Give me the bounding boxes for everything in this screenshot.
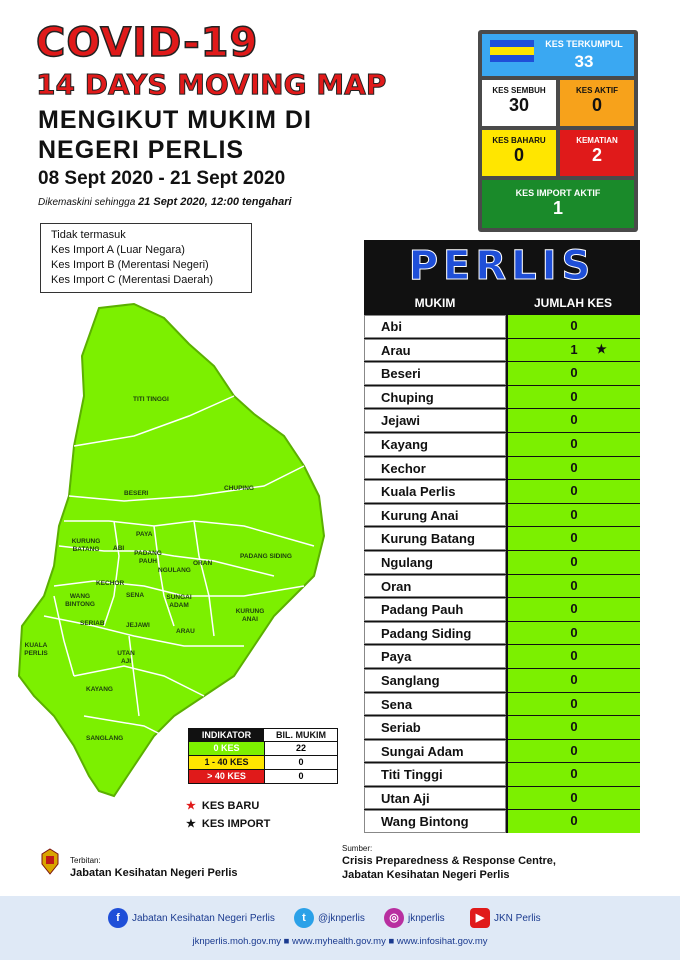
mukim-name: Beseri [364, 362, 506, 385]
red-star-icon: ★ [186, 800, 196, 812]
facebook-link[interactable] [108, 908, 275, 928]
map-label-kayang: KAYANG [86, 686, 113, 693]
mukim-name: Kechor [364, 457, 506, 480]
footer-bar [0, 896, 680, 960]
case-count-cell [506, 787, 640, 810]
indicator-header [188, 728, 338, 742]
mukim-name: Arau [364, 339, 506, 362]
stat-value: 1 [552, 198, 563, 218]
indicator-label: 1 - 40 KES [189, 756, 265, 769]
stat-kes-import-aktif [482, 180, 634, 228]
case-count-cell [506, 810, 640, 833]
table-row [364, 762, 640, 786]
table-row [364, 456, 640, 480]
indicator-col2: BIL. MUKIM [265, 729, 337, 741]
case-count-cell [506, 669, 640, 692]
mukim-name: Utan Aji [364, 787, 506, 810]
mukim-name: Wang Bintong [364, 810, 506, 833]
map-label-paya: PAYA [136, 531, 153, 538]
youtube-link[interactable] [470, 908, 541, 928]
case-count: 0 [570, 388, 578, 404]
mukim-name: Kurung Batang [364, 527, 506, 550]
youtube-label: JKN Perlis [494, 912, 541, 924]
case-count-cell [506, 315, 640, 338]
stat-label: KES BAHARU [492, 136, 546, 145]
case-count: 0 [570, 695, 578, 711]
indicator-row [188, 770, 338, 784]
case-count: 0 [570, 671, 578, 687]
map-label-kurung-anai: KURUNG ANAI [235, 608, 265, 623]
exclusion-note [40, 223, 252, 293]
table-row [364, 621, 640, 645]
stat-value: 0 [591, 95, 602, 115]
table-row [364, 715, 640, 739]
mukim-name: Kayang [364, 433, 506, 456]
indicator-count: 22 [295, 743, 306, 753]
source-line1: Crisis Preparedness & Response Centre, [342, 855, 556, 867]
case-count: 0 [570, 318, 578, 333]
youtube-icon: ▶ [470, 908, 490, 928]
perlis-header [364, 240, 640, 292]
map-label-sungai-adam: SUNGAI ADAM [166, 594, 192, 609]
table-row [364, 809, 640, 833]
case-count-cell [506, 622, 640, 645]
case-count-cell [506, 527, 640, 550]
map-label-sena: SENA [126, 592, 145, 599]
date-range: 08 Sept 2020 - 21 Sept 2020 [38, 168, 286, 189]
case-count: 0 [570, 459, 578, 475]
state-outline [19, 304, 324, 796]
mukim-name: Sena [364, 693, 506, 716]
case-count: 0 [570, 719, 578, 735]
table-row [364, 432, 640, 456]
table-row [364, 739, 640, 763]
legend-kes-baru [186, 799, 259, 812]
instagram-link[interactable] [384, 908, 445, 928]
indicator-label: > 40 KES [189, 770, 265, 783]
coat-of-arms-icon [38, 848, 62, 876]
stat-label: KES SEMBUH [492, 86, 546, 95]
map-label-seriab: SERIAB [80, 620, 105, 627]
publisher-label: Terbitan: [70, 856, 101, 865]
table-row [364, 503, 640, 527]
stat-kes-baharu [482, 130, 556, 176]
updated-value: 21 Sept 2020, 12:00 tengahari [138, 196, 292, 208]
note-line: Kes Import C (Merentasi Daerah) [51, 274, 213, 286]
case-count-cell [506, 575, 640, 598]
map-label-wang-bintong: WANG BINTONG [65, 593, 95, 608]
instagram-label: jknperlis [408, 912, 445, 924]
websites[interactable]: jknperlis.moh.gov.my ■ www.myhealth.gov.my ■ www.infosihat.gov.my [192, 936, 488, 947]
map-label-kuala-perlis: KUALA PERLIS [24, 642, 48, 657]
mukim-name: Paya [364, 645, 506, 668]
case-count-cell [506, 480, 640, 503]
case-count: 1 [570, 341, 578, 357]
mukim-name: Chuping [364, 386, 506, 409]
table-row [364, 786, 640, 810]
mukim-name: Padang Siding [364, 622, 506, 645]
mukim-name: Kuala Perlis [364, 480, 506, 503]
case-count-cell [506, 409, 640, 432]
map-label-sanglang: SANGLANG [86, 735, 124, 742]
title-mukim: MENGIKUT MUKIM DI [38, 106, 312, 134]
case-count: 0 [570, 789, 578, 805]
case-count: 0 [570, 813, 578, 829]
col-jumlah-kes: JUMLAH KES [533, 296, 612, 310]
perlis-title: PERLIS [408, 243, 596, 289]
mukim-name: Titi Tinggi [364, 763, 506, 786]
map-label-kechor: KECHOR [96, 580, 125, 587]
note-line: Tidak termasuk [51, 229, 126, 241]
note-line: Kes Import B (Merentasi Negeri) [51, 259, 209, 271]
case-count-cell [506, 693, 640, 716]
updated-prefix: Dikemaskini sehingga [38, 197, 136, 208]
map-label-arau: ARAU [176, 628, 195, 635]
table-row [364, 574, 640, 598]
source-line2: Jabatan Kesihatan Negeri Perlis [342, 869, 510, 881]
legend-label: KES BARU [201, 800, 260, 812]
title-negeri: NEGERI PERLIS [38, 136, 245, 164]
indicator-col1: INDIKATOR [189, 729, 265, 741]
case-count-cell [506, 386, 640, 409]
legend-kes-import [186, 817, 270, 830]
case-count-cell [506, 645, 640, 668]
stat-value: 2 [591, 145, 602, 165]
map-label-utan-aji: UTAN AJI [117, 650, 135, 665]
stat-label: KES TERKUMPUL [545, 39, 623, 49]
stat-label: KES AKTIF [576, 86, 618, 95]
case-count-cell [506, 433, 640, 456]
table-row [364, 479, 640, 503]
mukim-name: Seriab [364, 716, 506, 739]
map-label-kurung-batang: KURUNG BATANG [71, 538, 101, 553]
black-star-icon: ★ [186, 818, 196, 830]
facebook-icon: f [108, 908, 128, 928]
stat-value: 30 [508, 95, 530, 115]
case-count: 0 [570, 483, 578, 499]
indicator-label: 0 KES [189, 742, 265, 755]
map-label-padang-pauh: PADANG PAUH [134, 550, 162, 565]
title-moving-map: 14 DAYS MOVING MAP [36, 68, 387, 101]
stat-label: KES IMPORT AKTIF [515, 188, 601, 198]
case-count-cell [506, 716, 640, 739]
map-label-jejawi: JEJAWI [126, 622, 150, 629]
flag-icon [490, 40, 534, 62]
table-row [364, 692, 640, 716]
twitter-label: @jknperlis [318, 912, 365, 924]
stats-panel [478, 30, 638, 232]
case-count: 0 [570, 648, 578, 664]
stat-kes-aktif [560, 80, 634, 126]
case-count: 0 [570, 435, 578, 451]
source-label: Sumber: [342, 844, 373, 853]
case-count-cell [506, 763, 640, 786]
twitter-icon: t [294, 908, 314, 928]
table-row [364, 385, 640, 409]
indicator-count: 0 [298, 757, 304, 767]
table-row [364, 644, 640, 668]
mukim-name: Sungai Adam [364, 740, 506, 763]
case-count: 0 [570, 506, 578, 522]
table-row [364, 338, 640, 362]
mukim-name: Jejawi [364, 409, 506, 432]
case-count: 0 [570, 624, 578, 640]
case-count: 0 [570, 530, 578, 546]
mukim-name: Padang Pauh [364, 598, 506, 621]
map-label-oran: ORAN [193, 560, 213, 567]
indicator-count: 0 [298, 771, 304, 781]
table-row [364, 597, 640, 621]
case-count-cell [506, 504, 640, 527]
case-count-cell [506, 362, 640, 385]
stat-kes-sembuh [482, 80, 556, 126]
stat-label: KEMATIAN [576, 136, 618, 145]
instagram-icon: ◎ [384, 908, 404, 928]
col-mukim: MUKIM [414, 296, 456, 310]
case-count: 0 [570, 766, 578, 782]
case-count: 0 [570, 412, 578, 428]
publisher-name: Jabatan Kesihatan Negeri Perlis [70, 867, 238, 879]
case-count: 0 [570, 742, 578, 758]
case-count-cell [506, 598, 640, 621]
case-count: 0 [570, 601, 578, 617]
table-row [364, 408, 640, 432]
case-count: 0 [570, 365, 578, 381]
map-label-ngulang: NGULANG [158, 567, 191, 574]
case-count: 0 [570, 577, 578, 593]
case-count-cell [506, 740, 640, 763]
title-covid: COVID-19 [36, 20, 259, 66]
facebook-label: Jabatan Kesihatan Negeri Perlis [132, 912, 275, 924]
twitter-link[interactable] [294, 908, 365, 928]
case-count: 0 [570, 553, 578, 569]
table-header [364, 292, 640, 314]
map-label-padang-siding: PADANG SIDING [240, 553, 292, 560]
table-row [364, 526, 640, 550]
mukim-name: Abi [364, 315, 506, 338]
map-label-abi: ABI [113, 545, 125, 552]
table-row [364, 314, 640, 338]
note-line: Kes Import A (Luar Negara) [51, 244, 185, 256]
case-count-cell [506, 551, 640, 574]
indicator-table [188, 728, 338, 784]
map-label-beseri: BESERI [124, 490, 149, 497]
legend-label: KES IMPORT [201, 818, 271, 830]
map-label-titi-tinggi: TITI TINGGI [133, 396, 169, 403]
mukim-name: Kurung Anai [364, 504, 506, 527]
mukim-name: Sanglang [364, 669, 506, 692]
stat-value: 33 [574, 52, 594, 71]
updated-note [38, 196, 292, 208]
indicator-row [188, 756, 338, 770]
stat-kematian [560, 130, 634, 176]
mukim-table [364, 292, 640, 833]
table-row [364, 668, 640, 692]
case-count-cell [506, 339, 640, 362]
table-row [364, 361, 640, 385]
table-row [364, 550, 640, 574]
indicator-row [188, 742, 338, 756]
stat-kes-terkumpul [482, 34, 634, 76]
mukim-name: Ngulang [364, 551, 506, 574]
stat-value: 0 [513, 145, 524, 165]
import-star-icon: ★ [596, 341, 607, 356]
case-count-cell [506, 457, 640, 480]
mukim-name: Oran [364, 575, 506, 598]
map-label-chuping: CHUPING [224, 485, 254, 492]
